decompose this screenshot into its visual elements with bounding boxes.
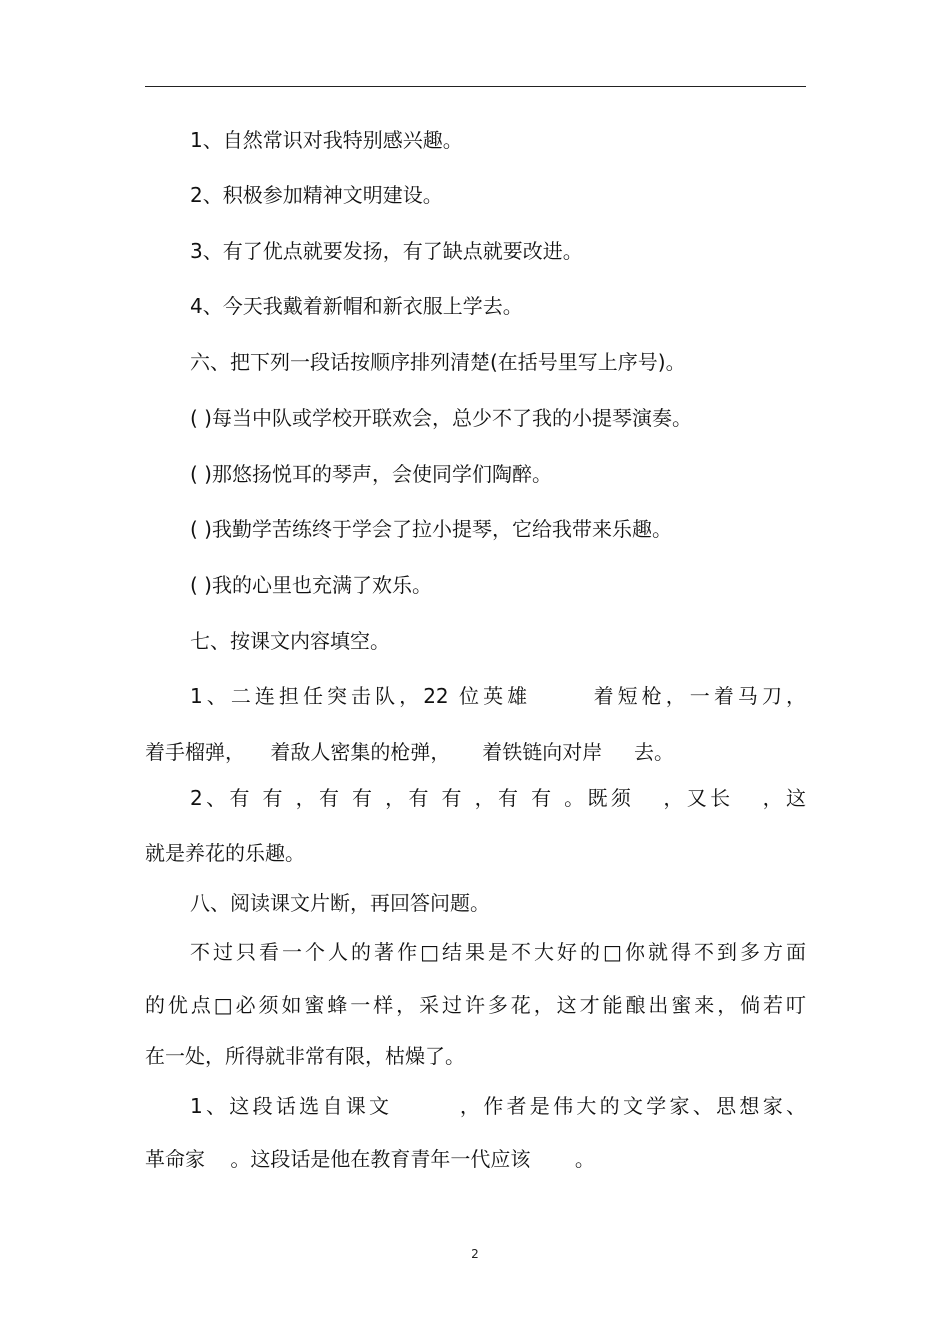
order-item-d: ( )我的心里也充满了欢乐。	[190, 573, 432, 597]
fill-item-2-line-2: 就是养花的乐趣。	[145, 841, 305, 865]
fill-item-1-line-1: 1、二连担任突击队，22 位英雄 着短枪，一着马刀，	[190, 684, 806, 708]
item-2: 2、积极参加精神文明建设。	[190, 183, 443, 207]
passage-line-3: 在一处，所得就非常有限，枯燥了。	[145, 1044, 465, 1068]
page-number: 2	[471, 1247, 479, 1261]
item-4: 4、今天我戴着新帽和新衣服上学去。	[190, 294, 523, 318]
order-item-b: ( )那悠扬悦耳的琴声，会使同学们陶醉。	[190, 462, 552, 486]
item-3: 3、有了优点就要发扬，有了缺点就要改进。	[190, 239, 583, 263]
section-6-heading: 六、把下列一段话按顺序排列清楚(在括号里写上序号)。	[190, 350, 686, 374]
passage-line-2: 的优点□必须如蜜蜂一样，采过许多花，这才能酿出蜜来，倘若叮	[145, 993, 806, 1017]
question-1-line-1: 1、这段话选自课文 ，作者是伟大的文学家、思想家、	[190, 1094, 806, 1118]
order-item-a: ( )每当中队或学校开联欢会，总少不了我的小提琴演奏。	[190, 406, 692, 430]
fill-item-2-line-1: 2、有 有 ，有 有 ，有 有 ，有 有 。既须 ，又长 ，这	[190, 786, 806, 810]
section-7-heading: 七、按课文内容填空。	[190, 629, 390, 653]
header-rule	[145, 86, 806, 87]
question-1-line-2: 革命家 。这段话是他在教育青年一代应该 。	[145, 1147, 595, 1171]
fill-item-1-line-2: 着手榴弹， 着敌人密集的枪弹， 着铁链向对岸 去。	[145, 740, 675, 764]
section-8-heading: 八、阅读课文片断，再回答问题。	[190, 891, 490, 915]
order-item-c: ( )我勤学苦练终于学会了拉小提琴，它给我带来乐趣。	[190, 517, 672, 541]
passage-line-1: 不过只看一个人的著作□结果是不大好的□你就得不到多方面	[190, 940, 806, 964]
item-1: 1、自然常识对我特别感兴趣。	[190, 128, 463, 152]
